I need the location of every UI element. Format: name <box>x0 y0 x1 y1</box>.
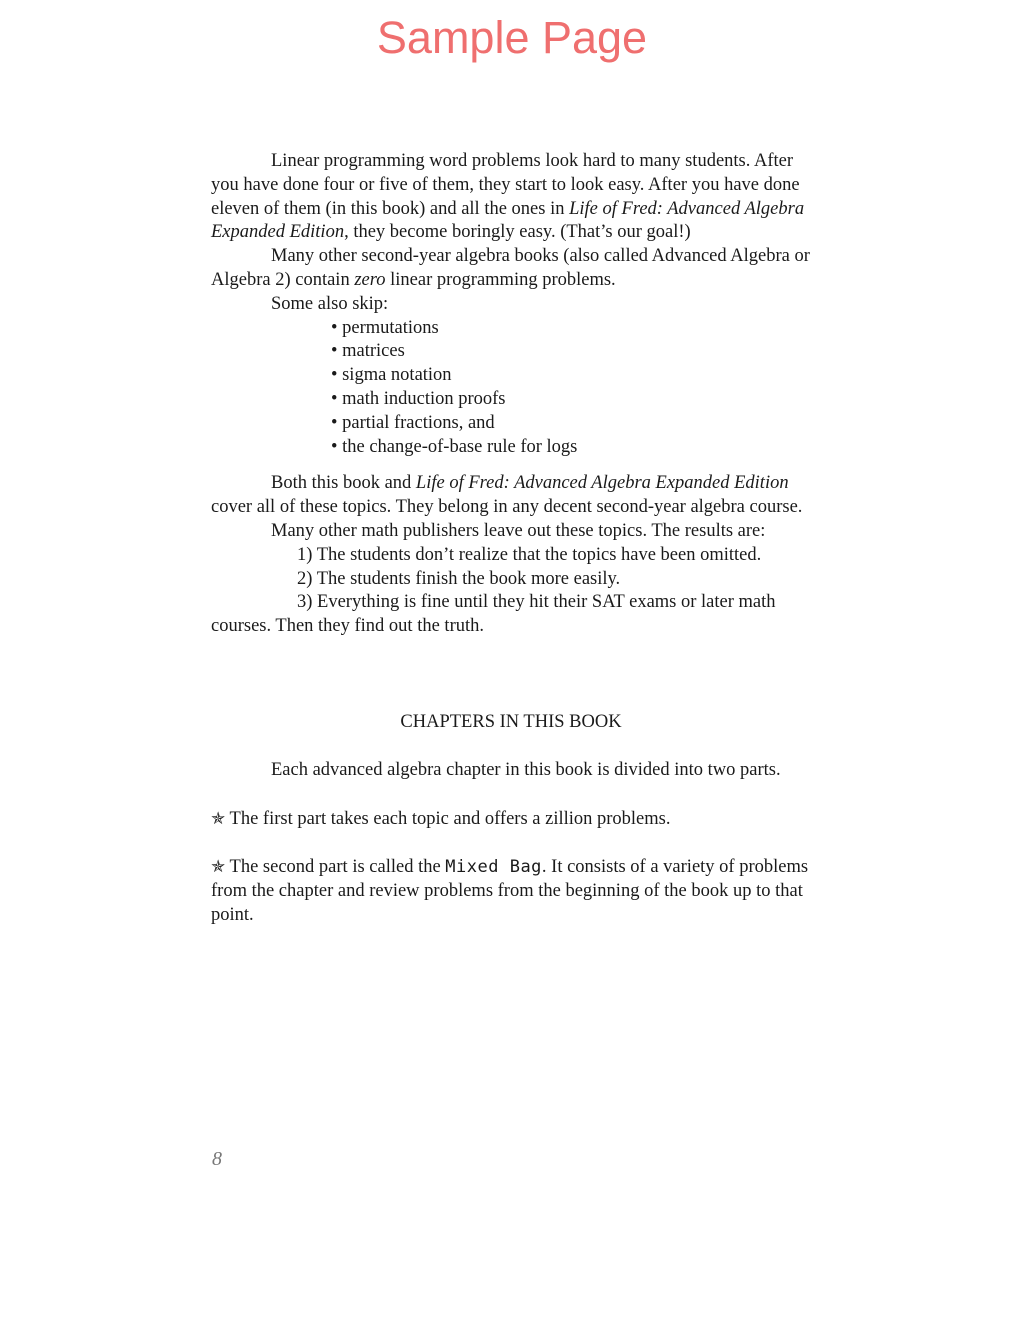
spacer <box>211 783 811 807</box>
list-item: • math induction proofs <box>331 388 811 412</box>
intro-p4-text-a: Both this book and <box>271 473 416 494</box>
result-item-3: 3) Everything is fine until they hit their SAT exams or later math courses. Then they find out the truth. <box>211 592 776 637</box>
star-icon: ✯ <box>211 857 226 877</box>
skipped-topics-list <box>211 317 811 460</box>
page-number: 8 <box>212 1148 222 1170</box>
list-item: • partial fractions, and <box>331 412 811 436</box>
list-item: • the change-of-base rule for logs <box>331 436 811 460</box>
spacer <box>211 459 811 472</box>
intro-paragraph-5: Many other math publishers leave out these topics. The results are: <box>271 520 766 541</box>
intro-p2-text-b: linear programming problems. <box>385 269 616 290</box>
list-item: • sigma notation <box>331 364 811 388</box>
spacer <box>211 831 811 855</box>
intro-paragraph-3: Some also skip: <box>271 293 389 314</box>
spacer <box>211 735 811 759</box>
intro-paragraph-1 <box>211 150 811 245</box>
mixed-bag-fancy-text: Mixed Bag <box>445 857 542 878</box>
intro-p4-text-b: cover all of these topics. They belong in any decent second-year algebra course. <box>211 497 803 518</box>
chapters-paragraph-1: Each advanced algebra chapter in this book is divided into two parts. <box>271 759 781 780</box>
intro-paragraph-4 <box>211 472 811 520</box>
star-item-1-text: The first part takes each topic and offers a zillion problems. <box>229 808 671 829</box>
intro-p2-text-a: Many other second-year algebra books (also called Advanced Algebra or Algebra 2) contain <box>211 246 810 290</box>
spacer <box>211 639 811 711</box>
chapters-heading: CHAPTERS IN THIS BOOK <box>400 711 622 732</box>
result-item-2: 2) The students finish the book more easily. <box>297 568 621 589</box>
zero-italic: zero <box>354 269 386 290</box>
chapters-star-item-1 <box>211 807 811 832</box>
page-body <box>211 150 811 928</box>
intro-p1-text-b: , they become boringly easy. (That’s our goal!) <box>344 222 691 243</box>
star-icon: ✯ <box>211 808 226 828</box>
list-item: • permutations <box>331 317 811 341</box>
intro-paragraph-2 <box>211 245 811 293</box>
book-title-italic: Life of Fred: Advanced Algebra Expanded Edition <box>211 198 805 243</box>
star-item-2-text-a: The second part is called the <box>229 857 446 878</box>
result-item-1: 1) The students don’t realize that the topics have been omitted. <box>297 544 762 565</box>
list-item: • matrices <box>331 340 811 364</box>
star-item-2-text-b: . It consists of a variety of problems from the chapter and review problems from the beginning of the book up to that point. <box>211 857 809 925</box>
intro-p1-text-a: Linear programming word problems look hard to many students. After you have done four or five of them, they start to look easy. After you have done eleven of them (in this book) and all the ones in <box>211 151 800 219</box>
chapters-star-item-2 <box>211 855 811 927</box>
book-title-italic: Life of Fred: Advanced Algebra Expanded Edition <box>415 473 789 494</box>
sample-page-watermark: Sample Page <box>376 12 648 63</box>
